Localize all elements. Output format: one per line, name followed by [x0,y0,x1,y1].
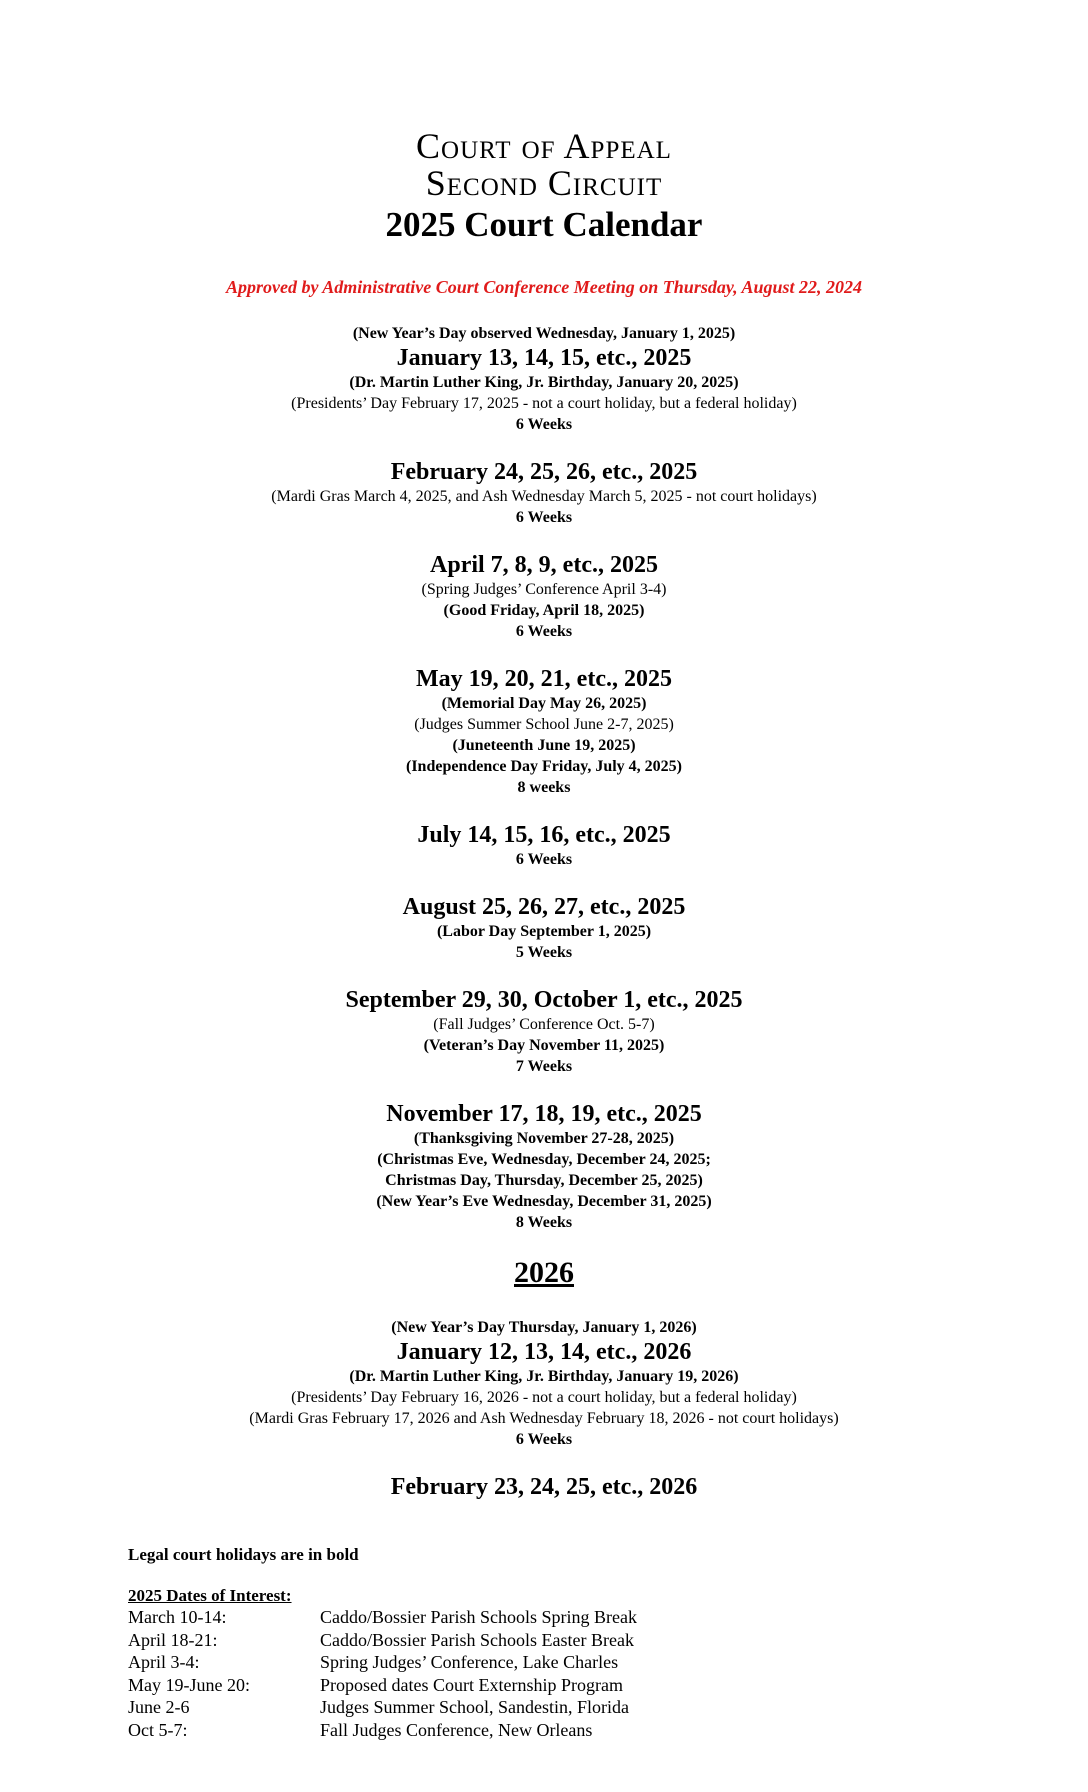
session-dates-heading: January 13, 14, 15, etc., 2025 [396,345,692,371]
footer-section [128,1544,948,1742]
holiday-note: (Independence Day Friday, July 4, 2025) [405,758,682,775]
holiday-note: (Fall Judges’ Conference Oct. 5-7) [433,1016,655,1033]
holiday-note: (Dr. Martin Luther King, Jr. Birthday, January 20, 2025) [349,374,739,391]
date-of-interest-event: Proposed dates Court Externship Program [320,1674,623,1695]
date-of-interest-event: Spring Judges’ Conference, Lake Charles [320,1652,619,1673]
holiday-note: (New Year’s Day Thursday, January 1, 2026) [391,1319,697,1336]
dates-of-interest-title: 2025 Dates of Interest: [128,1586,292,1605]
session-weeks: 6 Weeks [515,416,573,433]
session-weeks: 5 Weeks [515,944,573,961]
court-name-line1: Court of Appeal [416,126,672,166]
session-block [0,551,1088,642]
holiday-note: (Memorial Day May 26, 2025) [441,695,647,712]
holiday-note: Christmas Day, Thursday, December 25, 2025) [385,1172,703,1189]
legal-holidays-note: Legal court holidays are in bold [128,1545,359,1564]
session-block [0,986,1088,1077]
date-of-interest-event: Judges Summer School, Sandestin, Florida [320,1697,629,1718]
date-of-interest-date: April 3-4: [128,1652,200,1673]
sessions-2026 [0,1317,1088,1501]
date-of-interest-date: April 18-21: [128,1629,218,1650]
date-of-interest-row [128,1651,948,1674]
session-block [0,1100,1088,1233]
session-weeks: 8 Weeks [515,1214,573,1231]
holiday-note: (Mardi Gras February 17, 2026 and Ash Wednesday February 18, 2026 - not court holidays) [249,1410,839,1427]
date-of-interest-date: March 10-14: [128,1607,227,1627]
calendar-main-column [0,128,1088,1501]
date-of-interest-row [128,1629,948,1652]
holiday-note: (Thanksgiving November 27-28, 2025) [413,1130,675,1147]
date-of-interest-event: Fall Judges Conference, New Orleans [320,1719,593,1740]
session-weeks: 7 Weeks [515,1058,573,1075]
holiday-note: (Presidents’ Day February 16, 2026 - not a court holiday, but a federal holiday) [291,1389,797,1406]
session-dates-heading: May 19, 20, 21, etc., 2025 [416,666,672,692]
date-of-interest-event: Caddo/Bossier Parish Schools Spring Break [320,1607,637,1627]
session-block [0,893,1088,963]
session-weeks: 6 Weeks [515,623,573,640]
session-weeks: 8 weeks [517,779,571,796]
year-2026-heading: 2026 [514,1256,574,1289]
holiday-note: (Good Friday, April 18, 2025) [443,602,645,619]
date-of-interest-event: Caddo/Bossier Parish Schools Easter Break [320,1629,634,1650]
session-weeks: 6 Weeks [515,509,573,526]
approval-note: Approved by Administrative Court Conference Meeting on Thursday, August 22, 2024 [225,277,863,297]
holiday-note: (Judges Summer School June 2-7, 2025) [414,716,674,733]
session-dates-heading: November 17, 18, 19, etc., 2025 [386,1101,702,1127]
holiday-note: (Dr. Martin Luther King, Jr. Birthday, January 19, 2026) [349,1368,739,1385]
session-dates-heading: April 7, 8, 9, etc., 2025 [430,552,658,578]
dates-of-interest-list [128,1606,948,1742]
session-dates-heading: August 25, 26, 27, etc., 2025 [402,894,686,920]
holiday-note: (New Year’s Day observed Wednesday, January 1, 2025) [352,325,736,342]
session-block [0,458,1088,528]
date-of-interest-date: Oct 5-7: [128,1719,188,1740]
session-block [0,323,1088,435]
session-block [0,1317,1088,1450]
holiday-note: (Veteran’s Day November 11, 2025) [423,1037,665,1054]
session-block [0,821,1088,870]
date-of-interest-date: May 19-June 20: [128,1674,250,1695]
holiday-note: (New Year’s Eve Wednesday, December 31, 2025) [376,1193,712,1210]
date-of-interest-row [128,1719,948,1742]
session-dates-heading: September 29, 30, October 1, etc., 2025 [345,987,743,1013]
date-of-interest-row [128,1606,948,1629]
session-weeks: 6 Weeks [515,1431,573,1448]
holiday-note: (Christmas Eve, Wednesday, December 24, 2025; [377,1151,711,1168]
date-of-interest-date: June 2-6 [128,1697,190,1718]
date-of-interest-row [128,1674,948,1697]
holiday-note: (Juneteenth June 19, 2025) [452,737,636,754]
session-block [0,1473,1088,1501]
calendar-title: 2025 Court Calendar [385,205,703,244]
session-weeks: 6 Weeks [515,851,573,868]
date-of-interest-row [128,1696,948,1719]
court-name-line2: Second Circuit [425,163,663,203]
sessions-2025 [0,323,1088,1233]
holiday-note: (Mardi Gras March 4, 2025, and Ash Wednesday March 5, 2025 - not court holidays) [271,488,817,505]
session-dates-heading: February 23, 24, 25, etc., 2026 [390,1474,698,1500]
session-dates-heading: January 12, 13, 14, etc., 2026 [396,1339,692,1365]
session-dates-heading: February 24, 25, 26, etc., 2025 [390,459,698,485]
session-block [0,665,1088,798]
holiday-note: (Spring Judges’ Conference April 3-4) [421,581,667,598]
holiday-note: (Presidents’ Day February 17, 2025 - not a court holiday, but a federal holiday) [291,395,797,412]
holiday-note: (Labor Day September 1, 2025) [436,923,652,940]
session-dates-heading: July 14, 15, 16, etc., 2025 [417,822,671,848]
